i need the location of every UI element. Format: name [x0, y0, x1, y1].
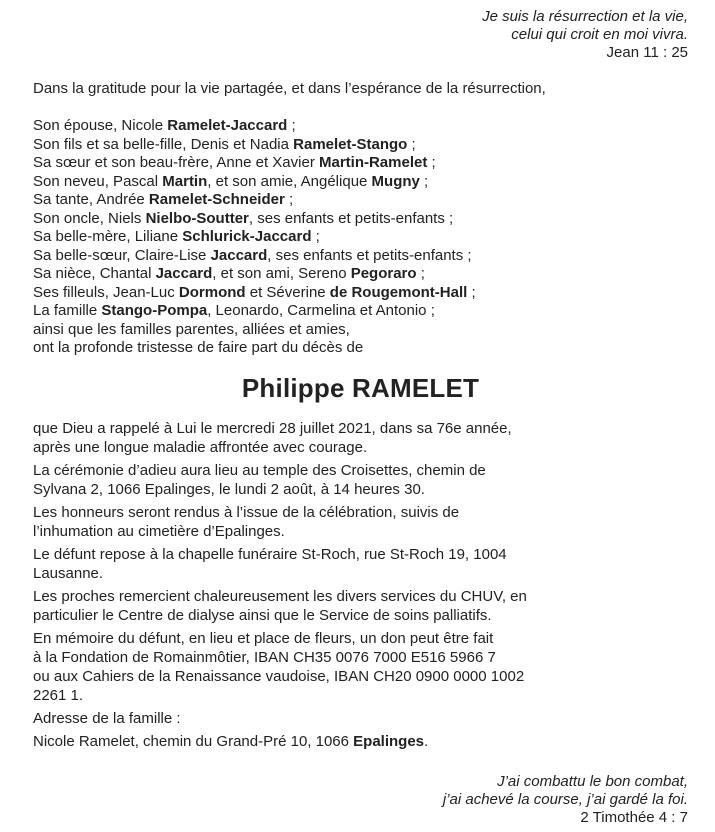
- text-line: après une longue maladie affrontée avec courage.: [33, 438, 368, 456]
- text-line: Je suis la résurrection et la vie,: [482, 8, 688, 25]
- text-line: Les honneurs seront rendus à l’issue de la célébration, suivis de: [33, 503, 460, 521]
- opening-scripture-quote: [33, 8, 688, 62]
- notice-body: [33, 419, 688, 751]
- text-line: La famille Stango-Pompa, Leonardo, Carmelina et Antonio ;: [33, 302, 435, 319]
- body-paragraph: [33, 503, 688, 541]
- text-line: Les proches remercient chaleureusement les divers services du CHUV, en: [33, 587, 527, 605]
- text-line: j’ai achevé la course, j’ai gardé la foi.: [442, 790, 688, 808]
- text-line: Son neveu, Pascal Martin, et son amie, Angélique Mugny ;: [33, 172, 429, 190]
- text-line: particulier le Centre de dialyse ainsi que le Service de soins palliatifs.: [33, 606, 492, 624]
- body-paragraph: [33, 709, 688, 728]
- body-paragraph: [33, 461, 688, 499]
- text-line: Adresse de la famille :: [33, 709, 181, 727]
- opening-scripture-reference: Jean 11 : 25: [606, 44, 688, 61]
- text-line: Sa nièce, Chantal Jaccard, et son ami, Sereno Pegoraro ;: [33, 265, 425, 282]
- text-line: Son épouse, Nicole Ramelet-Jaccard ;: [33, 117, 296, 134]
- text-line: ainsi que les familles parentes, alliées et amies,: [33, 320, 350, 338]
- family-members-list: [33, 117, 688, 358]
- text-line: ou aux Cahiers de la Renaissance vaudoise, IBAN CH20 0900 0000 1002: [33, 667, 525, 685]
- gratitude-intro-line: Dans la gratitude pour la vie partagée, et dans l’espérance de la résurrection,: [33, 80, 546, 97]
- closing-quote-lines: [33, 773, 688, 809]
- text-line: celui qui croit en moi vivra.: [511, 26, 688, 43]
- text-line: que Dieu a rappelé à Lui le mercredi 28 juillet 2021, dans sa 76e année,: [33, 419, 512, 437]
- text-line: Sa tante, Andrée Ramelet-Schneider ;: [33, 191, 294, 208]
- text-line: La cérémonie d’adieu aura lieu au temple des Croisettes, chemin de: [33, 461, 486, 479]
- text-line: Sylvana 2, 1066 Epalinges, le lundi 2 août, à 14 heures 30.: [33, 480, 425, 498]
- closing-scripture-reference: 2 Timothée 4 : 7: [580, 808, 688, 826]
- text-line: Le défunt repose à la chapelle funéraire St-Roch, rue St-Roch 19, 1004: [33, 545, 507, 563]
- closing-scripture-quote: [33, 773, 688, 827]
- text-line: Nicole Ramelet, chemin du Grand-Pré 10, 1066 Epalinges.: [33, 732, 429, 750]
- body-paragraph: [33, 629, 688, 705]
- text-line: Sa belle-sœur, Claire-Lise Jaccard, ses enfants et petits-enfants ;: [33, 246, 472, 264]
- text-line: Ses filleuls, Jean-Luc Dormond et Séverine de Rougemont-Hall ;: [33, 283, 476, 301]
- text-line: ont la profonde tristesse de faire part du décès de: [33, 339, 364, 356]
- text-line: En mémoire du défunt, en lieu et place de fleurs, un don peut être fait: [33, 629, 494, 647]
- opening-quote-lines: [33, 8, 688, 44]
- text-line: à la Fondation de Romainmôtier, IBAN CH35 0076 7000 E516 5966 7: [33, 648, 496, 666]
- body-paragraph: [33, 419, 688, 457]
- body-paragraph: [33, 732, 688, 751]
- text-line: J’ai combattu le bon combat,: [497, 772, 688, 790]
- text-line: Son fils et sa belle-fille, Denis et Nadia Ramelet-Stango ;: [33, 135, 416, 153]
- body-paragraph: [33, 545, 688, 583]
- text-line: l’inhumation au cimetière d’Epalinges.: [33, 522, 285, 540]
- text-line: Sa sœur et son beau-frère, Anne et Xavier Martin-Ramelet ;: [33, 154, 436, 171]
- text-line: Son oncle, Niels Nielbo-Soutter, ses enfants et petits-enfants ;: [33, 209, 454, 227]
- text-line: Sa belle-mère, Liliane Schlurick-Jaccard ;: [33, 228, 320, 245]
- text-line: 2261 1.: [33, 686, 84, 704]
- text-line: Lausanne.: [33, 564, 104, 582]
- body-paragraph: [33, 587, 688, 625]
- deceased-name-title: Philippe RAMELET: [241, 372, 480, 403]
